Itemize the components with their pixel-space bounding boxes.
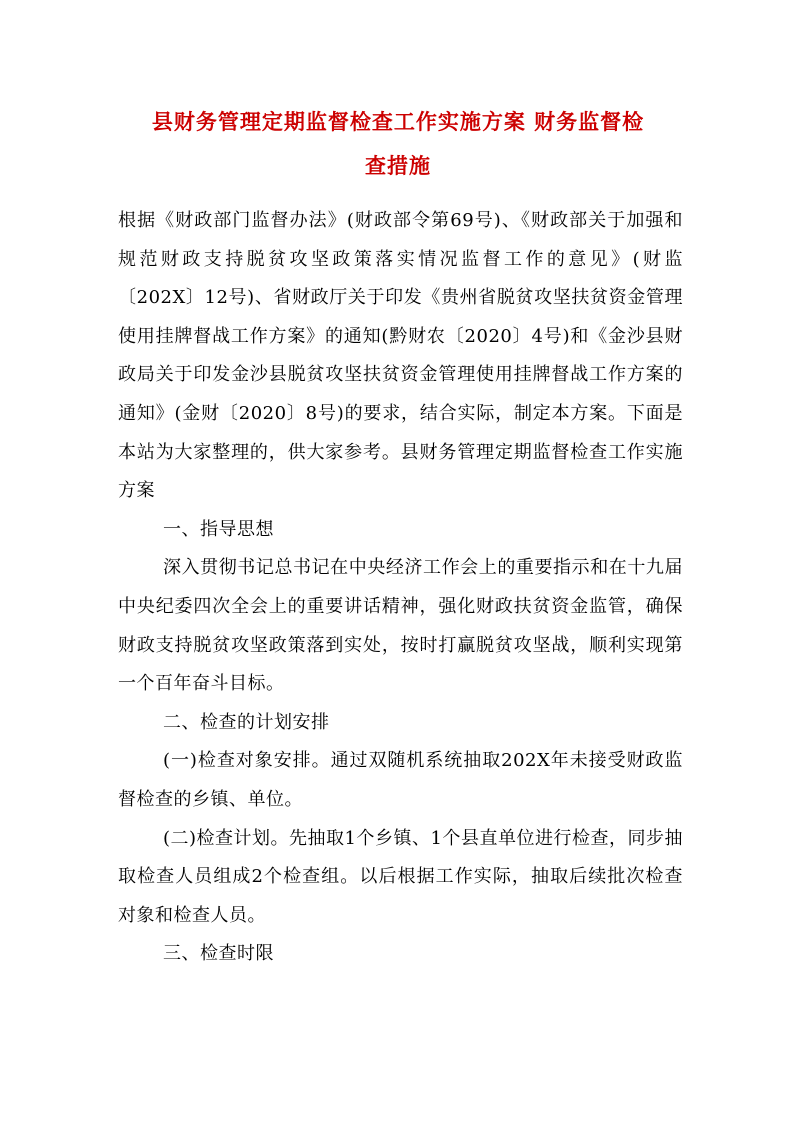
title-line-2: 查措施: [365, 153, 431, 178]
section-2-item-1: (一)检查对象安排。通过双随机系统抽取202X年未接受财政监督检查的乡镇、单位。: [118, 750, 683, 810]
section-1-paragraph: 深入贯彻书记总书记在中央经济工作会上的重要指示和在十九届中央纪委四次全会上的重要讲话精神，强化财政扶贫资金监管，确保财政支持脱贫攻坚政策落到实处，按时打赢脱贫攻坚战，顺利实现第一个百年奋斗目标。: [118, 557, 683, 695]
document-title: [118, 100, 678, 188]
intro-paragraph: 根据《财政部门监督办法》(财政部令第69号)、《财政部关于加强和规范财政支持脱贫攻坚政策落实情况监督工作的意见》(财监〔202X〕12号)、省财政厅关于印发《贵州省脱贫攻坚扶贫资金管理使用挂牌督战工作方案》的通知(黔财农〔2020〕4号)和《金沙县财政局关于印发金沙县脱贫攻坚扶贫资金管理使用挂牌督战工作方案的通知》(金财〔2020〕8号)的要求，结合实际，制定本方案。下面是本站为大家整理的，供大家参考。县财务管理定期监督检查工作实施方案: [118, 210, 683, 502]
section-2-heading: 二、检查的计划安排: [163, 711, 330, 733]
section-2-item-2: (二)检查计划。先抽取1个乡镇、1个县直单位进行检查，同步抽取检查人员组成2个检查组。以后根据工作实际，抽取后续批次检查对象和检查人员。: [118, 827, 683, 926]
document-body: [118, 202, 683, 974]
section-3-heading: 三、检查时限: [163, 943, 274, 965]
section-1-heading: 一、指导思想: [163, 518, 274, 540]
title-line-1: 县财务管理定期监督检查工作实施方案 财务监督检: [151, 109, 645, 134]
